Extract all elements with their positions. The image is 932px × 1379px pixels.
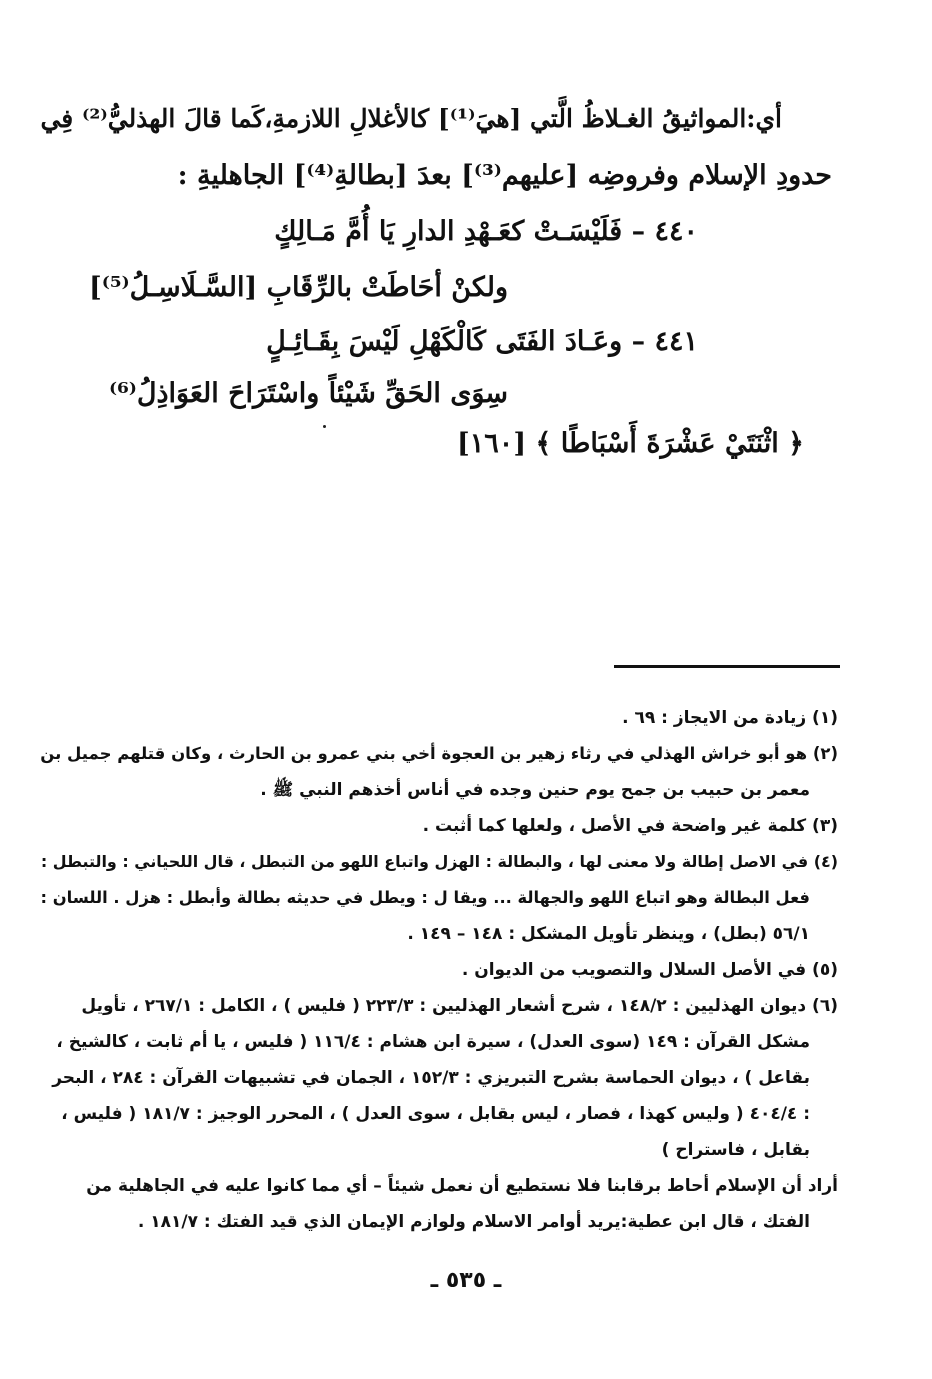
body-line-2: حدودِ الإسلام وفروضِه [عليهم⁽³⁾] بعدَ [بطالةِ⁽⁴⁾] الجاهليةِ : [177,160,832,191]
footnote-2-line-1: (٢) هو أبو خراش الهذلي في رثاء زهير بن العجوة أخي بني عمرو بن الحارث ، وكان قتلهم جميل بن [40,744,838,763]
verse-440-second-hemistich: ولكنْ أحَاطَتْ بالرِّقَابِ [السَّـلَاسِـلُ⁽⁵⁾] [88,272,508,303]
footnote-5: (٥) في الأصل السلال والتصويب من الديوان . [461,960,838,980]
quran-phrase: ﴿ اثْنَتَيْ عَشْرَةَ أَسْبَاطًا ﴾ [١٦٠] [457,428,804,459]
footnote-6-line-5: بقابل ، فاستراح ) [661,1140,810,1160]
ink-speck [323,425,326,428]
verse-441-first-hemistich: ٤٤١ – وعَـادَ الفَتَى كَالْكَهْلِ لَيْسَ بِقَـائِـلٍ [266,326,698,357]
footnote-4-line-2: فعل البطالة وهو اتباع اللهو والجهالة ... ويقا ل : ويطل في حديثه بطالة وأبطل : هزل . اللسان : [40,888,810,907]
footnote-6-line-6: أراد أن الإسلام أحاط برقابنا فلا نستطيع أن نعمل شيئاً – أي مما كانوا عليه في الجاهلية من [86,1176,838,1196]
footnote-4-line-1: (٤) في الاصل إطالة ولا معنى لها ، والبطالة : الهزل واتباع اللهو من التبطل ، قال اللحياني : والتبطل : [40,852,838,871]
footnote-6-line-3: بقاعل ) ، ديوان الحماسة بشرح التبريزي : ١٥٢/٣ ، الجمان في تشبيهات القرآن : ٢٨٤ ، البحر [52,1068,810,1088]
footnote-3: (٣) كلمة غير واضحة في الأصل ، ولعلها كما أثبت . [422,816,838,836]
footnote-1: (١) زيادة من الايجاز : ٦٩ . [622,708,838,728]
footnote-4-line-3: ٥٦/١ (بطل) ، وينظر تأويل المشكل : ١٤٨ – ١٤٩ . [407,924,810,944]
verse-441-second-hemistich: سِوَى الحَقِّ شَيْئاً واسْتَرَاحَ العَوَاذِلُ⁽⁶⁾ [108,378,508,409]
footnote-6-line-7: الفتك ، قال ابن عطية:يريد أوامر الاسلام ولوازم الإيمان الذي قيد الفتك : ١٨١/٧ . [137,1212,810,1232]
footnote-6-line-1: (٦) ديوان الهذليين : ١٤٨/٢ ، شرح أشعار الهذليين : ٢٢٣/٣ ( فليس ) ، الكامل : ٢٦٧/١ ، تأويل [81,996,838,1016]
footnote-6-line-4: : ٤٠٤/٤ ( وليس كهذا ، فصار ، ليس بقابل ، سوى العدل ) ، المحرر الوجيز : ١٨١/٧ ( فليس ، [61,1104,810,1124]
footnote-6-line-2: مشكل القرآن : ١٤٩ (سوى العدل) ، سيرة ابن هشام : ١١٦/٤ ( فليس ، يا أم ثابت ، كالشيخ ، [56,1032,810,1052]
body-line-1: أي:المواثيقُ الغـلاظُ الَّتي [هيَ⁽¹⁾] كالأغلالِ اللازمةِ،كَما قالَ الهذليُّ⁽²⁾ فِي [40,104,782,133]
footnote-separator [614,665,840,668]
verse-440-first-hemistich: ٤٤٠ – فَلَيْسَـتْ كعَـهْدِ الدارِ يَا أُمَّ مَـالِكٍ [274,216,698,247]
footnote-2-line-2: معمر بن حبيب بن جمح يوم حنين وجده في أناس أخذهم النبي ﷺ . [260,780,810,800]
page-number: ـ ٥٣٥ ـ [430,1268,502,1293]
